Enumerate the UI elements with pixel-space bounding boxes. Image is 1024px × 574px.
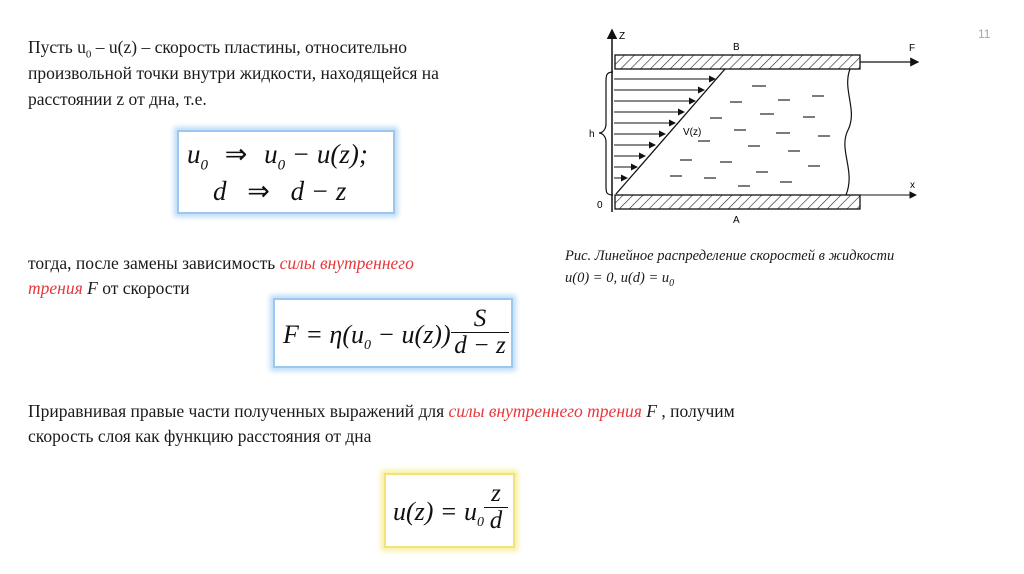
para3-line-1: Приравнивая правые части полученных выражений для силы внутреннего трения F , получим [28, 401, 735, 421]
velocity-profile-line [616, 69, 725, 194]
label-o: 0 [597, 200, 603, 211]
fluid-right-boundary [845, 69, 852, 195]
para2-line-1: тогда, после замены зависимость силы внутреннего [28, 253, 414, 273]
formula-velocity-profile-lhs: $u(z) = u_0$ [393, 497, 484, 531]
formula-friction-force [273, 298, 513, 368]
formula-velocity-profile-fraction: z d [484, 481, 508, 534]
formula-substitution-row-1: $u_0$ ⇒ $u_0 - u(z)$; [187, 139, 368, 174]
velocity-distribution-diagram [580, 20, 930, 235]
formula-substitution-row-2: d ⇒ d − z [213, 176, 347, 206]
formula-velocity-profile [384, 473, 515, 548]
label-vz: V(z) [683, 127, 702, 138]
formula-friction-force-fraction: S d − z [451, 306, 509, 359]
intro-line-3: расстоянии z от дна, т.е. [28, 89, 207, 109]
label-a: A [733, 215, 740, 226]
label-f: F [909, 43, 916, 54]
formula-friction-force-lhs: $F = \eta(u_0 - u(z))$ [283, 320, 451, 354]
figure-caption-line-2: u(0) = 0, $u(d) = u_0$ [565, 270, 675, 289]
plate-b [615, 55, 860, 69]
formula-substitution [177, 130, 395, 214]
intro-line-2: произвольной точки внутри жидкости, находящейся на [28, 63, 439, 83]
para2-line-2: трения F от скорости [28, 278, 190, 298]
label-z: Z [619, 31, 626, 42]
brace-h [599, 72, 613, 195]
figure-caption-line-1: Рис. Линейное распределение скоростей в жидкости [565, 248, 895, 264]
label-h: h [589, 129, 595, 140]
intro-line-1: Пусть $u_0 - u(z)$ – скорость пластины, относительно [28, 37, 408, 61]
slide-number: 11 [978, 27, 991, 41]
plate-a [615, 195, 860, 209]
label-x: x [910, 180, 915, 191]
label-b: B [733, 42, 740, 53]
para3-line-2: скорость слоя как функцию расстояния от дна [28, 426, 372, 446]
